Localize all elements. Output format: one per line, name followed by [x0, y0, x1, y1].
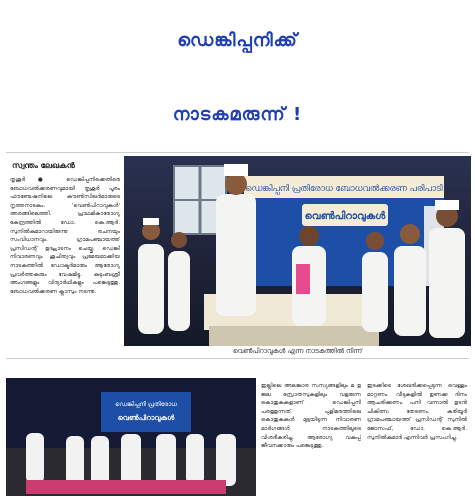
bottom-banner-text-2: വെൺപിറാവുകൾ	[117, 414, 175, 422]
headline-line-1: ഡെങ്കിപ്പനിക്ക്	[177, 30, 298, 51]
article-column-3: ഇടക്കിടെ ശേഖരിക്കപ്പെടുന്ന വെള്ളം മാറ്റണം. വീടുകളിൽ ഉണക്ക ദിനം ആചരിക്കണം. പനി വന്നാൽ ഉടൻ ചികിത്സ തേടണം. കരിയൂർ ഗ്രാമപഞ്ചായത്ത് പ്രസിഡന്റ് സുനിൽ ജോസഫ്, ഡോ. കെ.ആർ. സുനിൽകുമാർ എന്നിവർ പ്രസംഗിച്ചു.	[367, 383, 467, 441]
byline: സ്വന്തം ലേഖകന്‍	[12, 161, 75, 170]
banner-text-2: വെൺപിറാവുകൾ	[304, 211, 386, 222]
article-column-1: തൃശൂർ ● ഡെങ്കിപ്പനിക്കെതിരെ ബോധവൽക്കരണവുമായി തൃശൂർ പൂരം ഫൗണ്ടേഷനിലെ കൗൺസിലർമാരുടെ നൃത്തനാടകം. 'വെൺപിറാവുകൾ' അരങ്ങിലെത്തി. പ്രാഥമികാരോഗ്യ കേന്ദ്രത്തിൽ ഡോ. കെ.ആർ. സുനിൽകുമാറായിരുന്നു രചനയും സംവിധാനവും. ഗ്രാമപഞ്ചായത്ത് പ്രസിഡന്റ് ഉദ്ഘാടനം ചെയ്തു. ഡെങ്കി നിവാരണവും ശുചിത്വവും പ്രമേയമാക്കിയ നാടകത്തിൽ ഡോക്ടർമാരും ആരോഗ്യ പ്രവർത്തകരും വേഷമിട്ടു. കുടുംബശ്രീ അംഗങ്ങളും വിദ്യാർഥികളും പങ്കെടുത്തു. ബോധവൽക്കരണ ക്ലാസും നടന്നു.	[10, 177, 120, 295]
bottom-stage-banner	[101, 392, 191, 432]
main-photo	[124, 156, 471, 346]
divider	[6, 358, 469, 359]
stage-rug	[26, 480, 226, 494]
photo-caption: വെൺപിറാവുകൾ എന്ന നാടകത്തിൽ നിന്ന്	[232, 347, 363, 355]
pink-cloth	[296, 264, 310, 294]
bottom-stage-scene	[6, 378, 256, 496]
bottom-banner-text-1: ഡെങ്കിപ്പനി പ്രതിരോധ	[115, 401, 177, 408]
divider	[6, 152, 469, 153]
stage-scene	[124, 156, 471, 346]
headline-line-2: നാടകമരുന്ന് !	[172, 104, 303, 125]
banner-text-1: ഡെങ്കിപ്പനി പ്രതിരോധ ബോധവൽക്കരണ പരിപാടി	[245, 184, 443, 194]
bottom-photo	[6, 378, 256, 496]
article-column-2: ഇല്ലിലെ അലങ്കാര സസ്യങ്ങളിലും മ ഉ ജല സ്രോതസുകളിലും വളരുന്ന കൊതുകുകളാണ് ഡെങ്കിപ്പനി പരത്തുന്നത്. പുളിമരത്തിലെ കൊതുകുകൾ മുട്ടയിടുന്ന നിവാരണ മാർഗങ്ങൾ നാടകത്തിലൂടെ വിശദീകരിച്ചു. ആരോഗ്യ വകുപ്പ് ജീവനക്കാരും പങ്കെടുത്തു.	[261, 383, 361, 450]
